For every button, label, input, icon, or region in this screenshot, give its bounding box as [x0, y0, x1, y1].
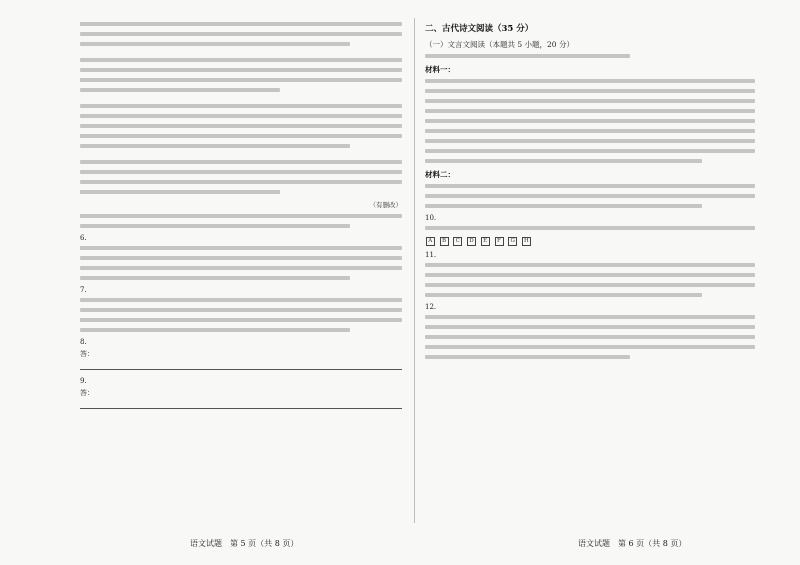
question-7: 7.	[80, 286, 87, 294]
answer-box-row	[425, 236, 755, 246]
option-text-line	[80, 256, 402, 260]
option-text-line	[80, 298, 402, 302]
passage-text-line	[80, 144, 350, 148]
question-10: 10.	[425, 214, 437, 222]
passage-text-line	[80, 22, 402, 26]
classical-text-line	[425, 184, 755, 188]
option-text-line	[80, 318, 402, 322]
material-1-heading: 材料一：	[425, 65, 455, 74]
option-text-line	[425, 335, 755, 339]
answer-box-g[interactable]: G	[508, 237, 517, 246]
classical-text-line	[425, 149, 755, 153]
question-6: 6.	[80, 234, 87, 242]
section-title: 二、古代诗文阅读（35 分）	[425, 24, 534, 34]
option-text-line	[425, 325, 755, 329]
answer-box-c[interactable]: C	[453, 237, 462, 246]
right-page-column	[425, 22, 755, 515]
passage-text-line	[80, 114, 402, 118]
classical-text-line	[425, 109, 755, 113]
classical-text-line	[425, 159, 702, 163]
question-text-line	[425, 226, 755, 230]
classical-text-line	[425, 194, 755, 198]
subsection-title: （一）文言文阅读（本题共 5 小题，20 分）	[425, 40, 574, 49]
option-text-line	[425, 355, 630, 359]
option-text-line	[425, 283, 755, 287]
passage-text-line	[80, 78, 402, 82]
answer-box-d[interactable]: D	[467, 237, 476, 246]
passage-text-line	[80, 134, 402, 138]
note-text-line	[80, 214, 402, 218]
page-divider	[414, 18, 415, 523]
question-11: 11.	[425, 251, 437, 259]
passage-text-line	[80, 42, 350, 46]
option-text-line	[425, 315, 755, 319]
passage-text-line	[80, 190, 280, 194]
option-text-line	[425, 293, 702, 297]
passage-text-line	[80, 170, 402, 174]
classical-text-line	[425, 119, 755, 123]
passage-text-line	[80, 180, 402, 184]
left-page-footer: 语文试题 第 5 页（共 8 页）	[190, 539, 299, 548]
answer-box-b[interactable]: B	[440, 237, 449, 246]
option-text-line	[80, 276, 350, 280]
option-text-line	[80, 246, 402, 250]
answer-prefix-9: 答：	[80, 389, 94, 397]
passage-text-line	[80, 104, 402, 108]
passage-text-line	[80, 32, 402, 36]
note-text-line	[80, 224, 350, 228]
answer-box-a[interactable]: A	[426, 237, 435, 246]
option-text-line	[425, 345, 755, 349]
classical-text-line	[425, 79, 755, 83]
classical-text-line	[425, 139, 755, 143]
option-text-line	[425, 273, 755, 277]
answer-line	[80, 401, 402, 409]
instruction-text-line	[425, 54, 630, 58]
left-page-column	[80, 22, 402, 515]
classical-text-line	[425, 99, 755, 103]
passage-text-line	[80, 160, 402, 164]
answer-box-f[interactable]: F	[495, 237, 504, 246]
material-2-heading: 材料二：	[425, 170, 455, 179]
source-note: （有删改）	[369, 201, 402, 209]
option-text-line	[80, 266, 402, 270]
answer-prefix-8: 答：	[80, 350, 94, 358]
passage-text-line	[80, 68, 402, 72]
question-12: 12.	[425, 303, 437, 311]
answer-box-e[interactable]: E	[481, 237, 490, 246]
option-text-line	[425, 263, 755, 267]
question-9: 9.	[80, 377, 87, 385]
answer-line	[80, 362, 402, 370]
right-page-footer: 语文试题 第 6 页（共 8 页）	[578, 539, 687, 548]
classical-text-line	[425, 129, 755, 133]
passage-text-line	[80, 124, 402, 128]
classical-text-line	[425, 204, 702, 208]
passage-text-line	[80, 58, 402, 62]
option-text-line	[80, 308, 402, 312]
passage-text-line	[80, 88, 280, 92]
question-8: 8.	[80, 338, 87, 346]
option-text-line	[80, 328, 350, 332]
answer-box-h[interactable]: H	[523, 238, 530, 244]
classical-text-line	[425, 89, 755, 93]
